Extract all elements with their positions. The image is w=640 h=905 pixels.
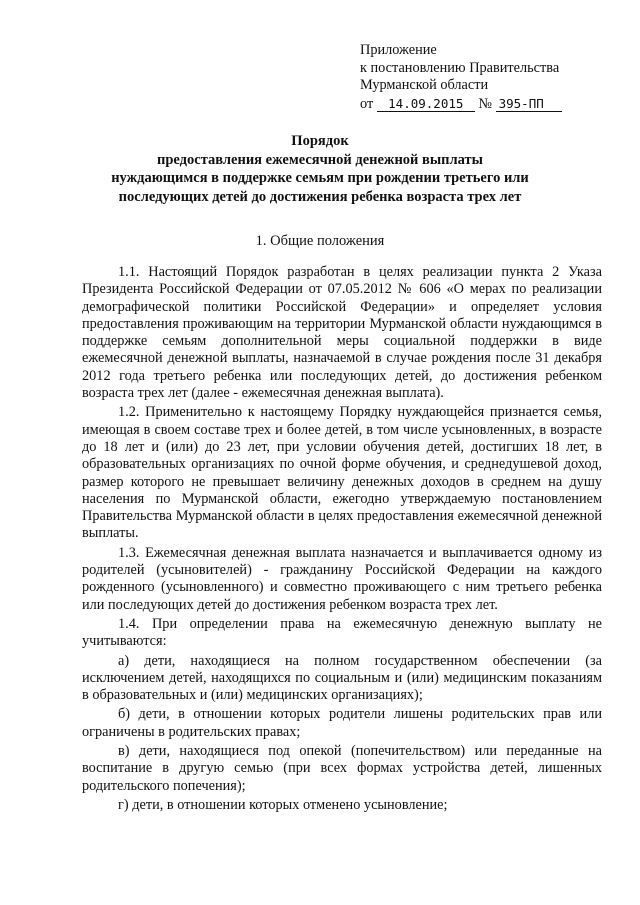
title-line-4: последующих детей до достижения ребенка возраста трех лет — [118, 188, 522, 205]
annex-date-number-line — [360, 96, 630, 114]
title-line-2: предоставления ежемесячной денежной выплаты — [157, 151, 483, 168]
annex-decree-line: к постановлению Правительства — [360, 59, 560, 76]
paragraph-1-3: 1.3. Ежемесячная денежная выплата назначается и выплачивается одному из родителей (усыновителей) - гражданину Российской Федерации на каждого рожденного (усыновленного) и совместно проживающего с ним третьего ребенка или последующих детей до достижения ребенком возраста трех лет. — [82, 544, 602, 613]
list-item-b: б) дети, в отношении которых родители лишены родительских прав или ограничены в родительских правах; — [82, 706, 602, 740]
paragraph-1-1: 1.1. Настоящий Порядок разработан в целях реализации пункта 2 Указа Президента Российской Федерации от 07.05.2012 № 606 «О мерах по реализации демографической политики Российской Федерации» и определяет условия предоставления проживающим на территории Мурманской области нуждающимся в поддержке семьям дополнительной меры социальной поддержки в виде ежемесячной денежной выплаты, назначаемой в случае рождения после 31 декабря 2012 года третьего ребенка или последующих детей, до достижения ребенком возраста трех лет (далее - ежемесячная денежная выплата). — [82, 264, 602, 402]
from-label: от — [360, 95, 374, 112]
number-label: № — [478, 95, 493, 112]
title-line-1: Порядок — [291, 133, 349, 149]
decree-date: 14.09.2015 — [377, 97, 475, 112]
document-title — [60, 132, 580, 206]
decree-number: 395-ПП — [496, 97, 562, 112]
paragraph-1-2: 1.2. Применительно к настоящему Порядку нуждающейся признается семья, имеющая в своем составе трех и более детей, в том числе усыновленных, в возрасте до 18 лет и (или) до 23 лет, при условии обучения детей, достигших 18 лет, в образовательных организациях по очной форме обучения, и среднедушевой доход, размер которого не превышает величину денежных доходов в среднем на душу населения по Мурманской области, ежегодно утверждаемую постановлением Правительства Мурманской области в целях предоставления ежемесячной денежной выплаты. — [82, 404, 602, 542]
list-item-a: а) дети, находящиеся на полном государственном обеспечении (за исключением детей, находящихся по социальным и (или) медицинским показаниям в образовательных и (или) медицинских организациях); — [82, 652, 602, 704]
title-line-3: нуждающимся в поддержке семьям при рождении третьего или — [111, 170, 529, 186]
list-item-v: в) дети, находящиеся под опекой (попечительством) или переданные на воспитание в другую семью (при всех формах устройства детей, лишенных родительского попечения); — [82, 743, 602, 794]
section-heading: 1. Общие положения — [255, 233, 385, 249]
document-body — [82, 264, 602, 816]
paragraph-1-4: 1.4. При определении права на ежемесячную денежную выплату не учитываются: — [82, 615, 602, 650]
list-item-g: г) дети, в отношении которых отменено усыновление; — [118, 796, 448, 813]
annex-title: Приложение — [360, 42, 437, 58]
annex-block — [360, 42, 630, 113]
annex-region-line: Мурманской области — [360, 77, 489, 93]
